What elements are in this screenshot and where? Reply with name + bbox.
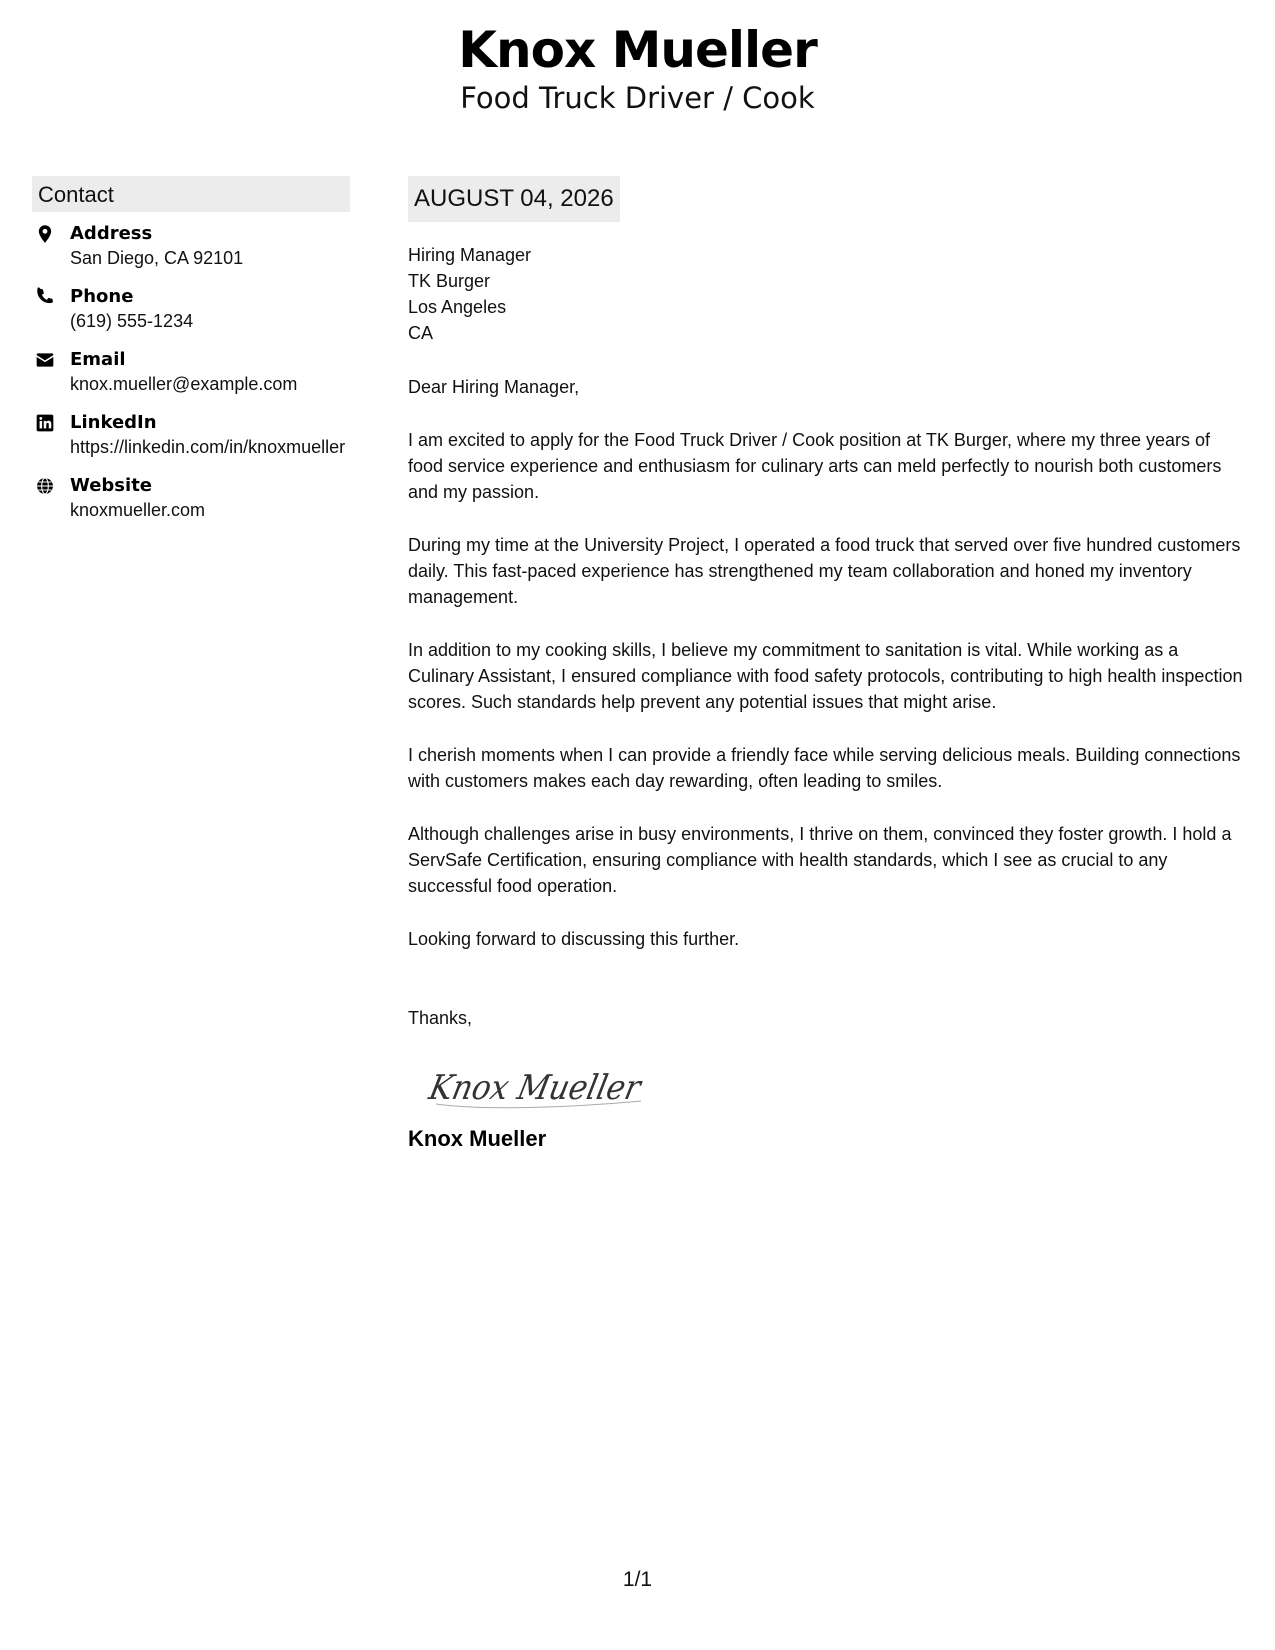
- contact-heading: Contact: [32, 176, 350, 212]
- recipient-line: Hiring Manager: [408, 245, 532, 265]
- cover-letter-body: [408, 176, 1243, 1153]
- letter-date: AUGUST 04, 2026: [408, 176, 620, 222]
- contact-value: San Diego, CA 92101: [70, 248, 244, 268]
- contact-value: knox.mueller@example.com: [70, 374, 298, 394]
- letter-paragraph: During my time at the University Project, I operated a food truck that served over five hundred customers daily. This fast-paced experience has strengthened my team collaboration and honed my inventory management.: [408, 535, 1241, 607]
- letter-paragraph: Looking forward to discussing this further.: [408, 929, 740, 949]
- contact-item-email: [32, 348, 350, 397]
- envelope-icon: [35, 350, 55, 370]
- contact-label: Email: [70, 349, 126, 370]
- contact-label: Website: [70, 475, 153, 496]
- signed-name: Knox Mueller: [408, 1126, 547, 1151]
- applicant-job-title: Food Truck Driver / Cook: [460, 81, 815, 115]
- closing: Thanks,: [408, 1008, 473, 1028]
- contact-item-linkedin: [32, 411, 350, 460]
- salutation: Dear Hiring Manager,: [408, 377, 580, 397]
- linkedin-icon: [35, 413, 55, 433]
- contact-label: Address: [70, 223, 153, 244]
- letter-paragraph: I cherish moments when I can provide a friendly face while serving delicious meals. Building connections with customers makes each day rewarding, often leading to smiles.: [408, 745, 1241, 791]
- resume-header: [0, 20, 1275, 116]
- contact-item-address: [32, 222, 350, 271]
- page-number: 1/1: [622, 1568, 653, 1591]
- recipient-line: CA: [408, 323, 434, 343]
- globe-icon: [35, 476, 55, 496]
- signature-image: [426, 1059, 686, 1113]
- recipient-line: Los Angeles: [408, 297, 507, 317]
- contact-label: Phone: [70, 286, 134, 307]
- letter-paragraph: I am excited to apply for the Food Truck Driver / Cook position at TK Burger, where my three years of food service experience and enthusiasm for culinary arts can meld perfectly to nourish both customers and my passion.: [408, 430, 1222, 502]
- applicant-name: Knox Mueller: [458, 21, 817, 79]
- signature-text: Knox Mueller: [426, 1068, 667, 1108]
- contact-list: [32, 222, 350, 523]
- contact-value[interactable]: knoxmueller.com: [70, 500, 206, 520]
- letter-paragraph: Although challenges arise in busy environments, I thrive on them, convinced they foster growth. I hold a ServSafe Certification, ensuring compliance with health standards, which I see as crucial to any successful food operation.: [408, 824, 1232, 896]
- contact-value[interactable]: https://linkedin.com/in/knoxmueller: [70, 437, 346, 457]
- location-pin-icon: [35, 224, 55, 244]
- contact-item-phone: [32, 285, 350, 334]
- recipient-block: [408, 242, 1243, 346]
- contact-sidebar: [32, 176, 350, 537]
- contact-label: LinkedIn: [70, 412, 157, 433]
- contact-value: (619) 555-1234: [70, 311, 194, 331]
- phone-icon: [35, 287, 55, 307]
- contact-item-website: [32, 474, 350, 523]
- recipient-line: TK Burger: [408, 271, 491, 291]
- letter-paragraph: In addition to my cooking skills, I believe my commitment to sanitation is vital. While working as a Culinary Assistant, I ensured compliance with food safety protocols, contributing to high health inspection scores. Such standards help prevent any potential issues that might arise.: [408, 640, 1243, 712]
